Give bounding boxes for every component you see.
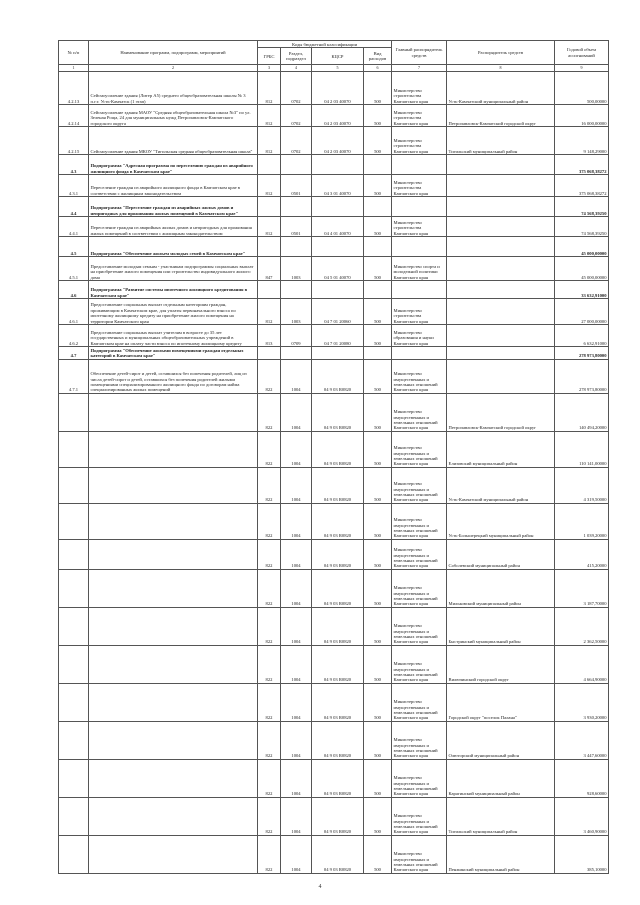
main-administrator: Министерство имущественных и земельных отношений Камчатского края xyxy=(392,570,447,608)
razdel-code xyxy=(281,197,312,217)
column-number: 6 xyxy=(364,65,392,72)
vr-code: 500 xyxy=(364,432,392,468)
row-number: 4.4 xyxy=(59,197,89,217)
column-number: 5 xyxy=(312,65,364,72)
grbs-code: 822 xyxy=(258,836,281,874)
column-number: 2 xyxy=(89,65,258,72)
header-vr: Вид расходов xyxy=(364,48,392,65)
row-number: 4.5 xyxy=(59,237,89,257)
ktsr-code: 04 9 03 R0820 xyxy=(312,798,364,836)
table-row xyxy=(59,155,609,175)
row-number: 4.5.1 xyxy=(59,257,89,281)
ktsr-code: 04 5 01 40070 xyxy=(312,257,364,281)
program-name: Подпрограмма "Обеспечение жильем молодых семей в Камчатском крае" xyxy=(89,237,258,257)
row-number xyxy=(59,836,89,874)
main-administrator: Министерство строительства Камчатского края xyxy=(392,299,447,325)
program-name xyxy=(89,468,258,504)
budget-table xyxy=(58,40,609,874)
row-number xyxy=(59,504,89,540)
vr-code: 500 xyxy=(364,127,392,155)
grbs-code: 822 xyxy=(258,394,281,432)
razdel-code: 1004 xyxy=(281,798,312,836)
column-number: 8 xyxy=(447,65,555,72)
vr-code xyxy=(364,347,392,360)
razdel-code: 1003 xyxy=(281,257,312,281)
vr-code: 500 xyxy=(364,760,392,798)
razdel-code: 1004 xyxy=(281,468,312,504)
budget-recipient: Елизовский муниципальный район xyxy=(447,432,555,468)
grbs-code: 822 xyxy=(258,646,281,684)
row-number xyxy=(59,394,89,432)
ktsr-code: 04 3 01 40070 xyxy=(312,175,364,197)
budget-recipient: Быстринский муниципальный район xyxy=(447,608,555,646)
razdel-code: 0501 xyxy=(281,217,312,237)
razdel-code xyxy=(281,281,312,299)
grbs-code: 812 xyxy=(258,299,281,325)
annual-allocation: 3 447,60000 xyxy=(555,722,609,760)
program-name: Предоставление социальных выплат учителям в возрасте до 35 лет государственных и муниципальных общеобразовательных учреждений в Камчатском крае на оплату части взноса по ипотечному жилищному кредиту xyxy=(89,325,258,347)
budget-recipient: Пенжинский муниципальный район xyxy=(447,836,555,874)
grbs-code xyxy=(258,281,281,299)
annual-allocation: 3 930,20000 xyxy=(555,684,609,722)
row-number: 4.6.1 xyxy=(59,299,89,325)
annual-allocation: 45 000,00000 xyxy=(555,237,609,257)
table-row xyxy=(59,570,609,608)
table-row xyxy=(59,281,609,299)
ktsr-code: 04 2 03 40070 xyxy=(312,72,364,105)
grbs-code: 822 xyxy=(258,540,281,570)
vr-code: 500 xyxy=(364,836,392,874)
table-row xyxy=(59,608,609,646)
ktsr-code: 04 9 03 R0820 xyxy=(312,394,364,432)
grbs-code: 822 xyxy=(258,684,281,722)
ktsr-code: 04 9 03 R0820 xyxy=(312,570,364,608)
main-administrator: Министерство имущественных и земельных отношений Камчатского края xyxy=(392,684,447,722)
razdel-code: 1004 xyxy=(281,570,312,608)
vr-code: 500 xyxy=(364,722,392,760)
row-number xyxy=(59,722,89,760)
vr-code xyxy=(364,197,392,217)
row-number xyxy=(59,608,89,646)
row-number xyxy=(59,684,89,722)
table-row xyxy=(59,72,609,105)
razdel-code: 1004 xyxy=(281,760,312,798)
budget-recipient xyxy=(447,155,555,175)
main-administrator xyxy=(392,237,447,257)
ktsr-code: 04 9 03 R0820 xyxy=(312,432,364,468)
razdel-code: 0702 xyxy=(281,127,312,155)
budget-recipient xyxy=(447,197,555,217)
annual-allocation: 278 973,80000 xyxy=(555,347,609,360)
vr-code: 500 xyxy=(364,468,392,504)
annual-allocation: 4 319,50000 xyxy=(555,468,609,504)
budget-recipient: Городской округ "поселок Палана" xyxy=(447,684,555,722)
column-number: 7 xyxy=(392,65,447,72)
column-number: 3 xyxy=(258,65,281,72)
razdel-code: 0501 xyxy=(281,175,312,197)
table-row xyxy=(59,360,609,394)
grbs-code xyxy=(258,155,281,175)
header-razdel: Раздел, подраздел xyxy=(281,48,312,65)
ktsr-code: 04 9 03 R0820 xyxy=(312,504,364,540)
ktsr-code: 04 9 03 R0820 xyxy=(312,684,364,722)
vr-code: 500 xyxy=(364,72,392,105)
ktsr-code: 04 9 03 R0820 xyxy=(312,360,364,394)
program-name: Подпрограмма "Обеспечение жилыми помещениями граждан отдельных категорий в Камчатском крае" xyxy=(89,347,258,360)
header-number-row xyxy=(59,65,609,72)
row-number: 4.3.1 xyxy=(59,175,89,197)
row-number: 4.6 xyxy=(59,281,89,299)
table-row xyxy=(59,836,609,874)
razdel-code: 1004 xyxy=(281,540,312,570)
table-row xyxy=(59,127,609,155)
row-number: 4.7 xyxy=(59,347,89,360)
budget-recipient xyxy=(447,175,555,197)
budget-recipient: Тигильский муниципальный район xyxy=(447,798,555,836)
ktsr-code xyxy=(312,155,364,175)
annual-allocation: 385,10000 xyxy=(555,836,609,874)
main-administrator: Министерство имущественных и земельных отношений Камчатского края xyxy=(392,722,447,760)
table-row xyxy=(59,760,609,798)
table-row xyxy=(59,684,609,722)
row-number xyxy=(59,760,89,798)
program-name: Предоставление социальных выплат отдельным категориям граждан, проживающим в Камчатском крае, для уплаты первоначального взноса по ипотечному жилищному кредиту на приобретение жилого помещения на территории Камчатского края xyxy=(89,299,258,325)
grbs-code: 813 xyxy=(258,325,281,347)
grbs-code: 822 xyxy=(258,468,281,504)
table-row xyxy=(59,504,609,540)
ktsr-code: 04 9 03 R0820 xyxy=(312,722,364,760)
row-number: 4.6.2 xyxy=(59,325,89,347)
annual-allocation: 9 148,29000 xyxy=(555,127,609,155)
page-number: 4 xyxy=(318,884,322,890)
annual-allocation: 3 460,90000 xyxy=(555,798,609,836)
ktsr-code: 04 7 01 20060 xyxy=(312,299,364,325)
razdel-code: 0702 xyxy=(281,105,312,127)
row-number xyxy=(59,540,89,570)
table-row xyxy=(59,325,609,347)
header-name: Наименование программ, подпрограмм, мероприятий xyxy=(89,41,258,65)
ktsr-code xyxy=(312,197,364,217)
grbs-code: 812 xyxy=(258,127,281,155)
budget-recipient: Петропавловск-Камчатский городской округ xyxy=(447,394,555,432)
grbs-code xyxy=(258,197,281,217)
budget-recipient xyxy=(447,299,555,325)
grbs-code: 822 xyxy=(258,432,281,468)
vr-code: 500 xyxy=(364,394,392,432)
annual-allocation: 928,60000 xyxy=(555,760,609,798)
main-administrator: Министерство имущественных и земельных отношений Камчатского края xyxy=(392,540,447,570)
ktsr-code: 04 9 03 R0820 xyxy=(312,540,364,570)
grbs-code xyxy=(258,237,281,257)
ktsr-code: 04 2 03 40070 xyxy=(312,105,364,127)
ktsr-code xyxy=(312,281,364,299)
program-name: Подпрограмма "Адресная программа по переселению граждан из аварийного жилищного фонда в Камчатском крае" xyxy=(89,155,258,175)
header-codes-group: Коды бюджетной классификации xyxy=(258,41,392,48)
row-number: 4.7.1 xyxy=(59,360,89,394)
grbs-code: 822 xyxy=(258,360,281,394)
annual-allocation: 16 000,00000 xyxy=(555,105,609,127)
razdel-code xyxy=(281,155,312,175)
main-administrator: Министерство имущественных и земельных отношений Камчатского края xyxy=(392,836,447,874)
grbs-code: 812 xyxy=(258,105,281,127)
program-name: Сейсмоусиление здания МКОУ "Тигильская средняя общеобразовательная школа" xyxy=(89,127,258,155)
table-row xyxy=(59,468,609,504)
header-total: Годовой объем ассигнований xyxy=(555,41,609,65)
ktsr-code xyxy=(312,347,364,360)
budget-recipient: Усть-Камчатский муниципальный район xyxy=(447,72,555,105)
vr-code: 500 xyxy=(364,504,392,540)
main-administrator xyxy=(392,281,447,299)
vr-code: 500 xyxy=(364,105,392,127)
column-number: 1 xyxy=(59,65,89,72)
razdel-code: 1004 xyxy=(281,360,312,394)
program-name: Обеспечение детей-сирот и детей, оставшихся без попечения родителей, лиц из числа детей-сирот и детей, оставшихся без попечения родителей жилыми помещениями специализированного жилищного фонда по договорам найма специализированных жилых помещений xyxy=(89,360,258,394)
budget-recipient xyxy=(447,347,555,360)
table-row xyxy=(59,646,609,684)
razdel-code: 0709 xyxy=(281,325,312,347)
budget-recipient: Олюторский муниципальный район xyxy=(447,722,555,760)
main-administrator: Министерство имущественных и земельных отношений Камчатского края xyxy=(392,432,447,468)
table-row xyxy=(59,237,609,257)
program-name: Переселение граждан из аварийного жилищного фонда в Камчатском крае в соответствии с жилищным законодательством xyxy=(89,175,258,197)
budget-recipient xyxy=(447,325,555,347)
razdel-code: 1004 xyxy=(281,432,312,468)
table-row xyxy=(59,197,609,217)
table-row xyxy=(59,540,609,570)
row-number: 4.4.1 xyxy=(59,217,89,237)
main-administrator: Министерство строительства Камчатского края xyxy=(392,72,447,105)
budget-recipient: Вилючинский городской округ xyxy=(447,646,555,684)
annual-allocation: 4 664,90000 xyxy=(555,646,609,684)
annual-allocation: 110 141,00000 xyxy=(555,432,609,468)
vr-code: 500 xyxy=(364,360,392,394)
program-name xyxy=(89,540,258,570)
main-administrator: Министерство спорта и молодежной политики Камчатского края xyxy=(392,257,447,281)
budget-recipient: Соболевский муниципальный район xyxy=(447,540,555,570)
row-number xyxy=(59,468,89,504)
program-name xyxy=(89,432,258,468)
program-name xyxy=(89,760,258,798)
row-number xyxy=(59,432,89,468)
row-number: 4.2.14 xyxy=(59,105,89,127)
annual-allocation: 375 068,38272 xyxy=(555,175,609,197)
razdel-code xyxy=(281,237,312,257)
grbs-code: 822 xyxy=(258,760,281,798)
annual-allocation: 500,00000 xyxy=(555,72,609,105)
header-grbs: ГРБС xyxy=(258,48,281,65)
table-row xyxy=(59,217,609,237)
table-row xyxy=(59,299,609,325)
header-ktsr: КЦСР xyxy=(312,48,364,65)
annual-allocation: 3 187,70000 xyxy=(555,570,609,608)
program-name xyxy=(89,608,258,646)
row-number: 4.2.15 xyxy=(59,127,89,155)
table-row xyxy=(59,722,609,760)
program-name: Переселение граждан из аварийных жилых домов и непригодных для проживания жилых помещений в соответствии с жилищным законодательством xyxy=(89,217,258,237)
program-name xyxy=(89,798,258,836)
main-administrator: Министерство имущественных и земельных отношений Камчатского края xyxy=(392,646,447,684)
grbs-code: 822 xyxy=(258,608,281,646)
vr-code: 500 xyxy=(364,570,392,608)
budget-recipient: Тигильский муниципальный район xyxy=(447,127,555,155)
budget-recipient xyxy=(447,237,555,257)
main-administrator: Министерство имущественных и земельных отношений Камчатского края xyxy=(392,360,447,394)
row-number: 4.3 xyxy=(59,155,89,175)
main-administrator: Министерство строительства Камчатского края xyxy=(392,217,447,237)
main-administrator: Министерство образования и науки Камчатского края xyxy=(392,325,447,347)
main-administrator: Министерство имущественных и земельных отношений Камчатского края xyxy=(392,504,447,540)
grbs-code: 812 xyxy=(258,217,281,237)
ktsr-code: 04 7 01 20080 xyxy=(312,325,364,347)
vr-code xyxy=(364,155,392,175)
razdel-code: 1004 xyxy=(281,394,312,432)
annual-allocation: 33 632,91000 xyxy=(555,281,609,299)
budget-recipient xyxy=(447,217,555,237)
annual-allocation: 27 000,00000 xyxy=(555,299,609,325)
ktsr-code: 04 9 03 R0820 xyxy=(312,836,364,874)
table-row xyxy=(59,257,609,281)
razdel-code xyxy=(281,347,312,360)
ktsr-code: 04 9 03 R0820 xyxy=(312,608,364,646)
budget-recipient: Усть-Большерецкий муниципальный район xyxy=(447,504,555,540)
vr-code: 500 xyxy=(364,257,392,281)
razdel-code: 1004 xyxy=(281,646,312,684)
table-row xyxy=(59,394,609,432)
annual-allocation: 415,20000 xyxy=(555,540,609,570)
table-row xyxy=(59,175,609,197)
header-recipient: Распорядитель средств xyxy=(447,41,555,65)
program-name xyxy=(89,646,258,684)
vr-code: 500 xyxy=(364,540,392,570)
table-row xyxy=(59,105,609,127)
main-administrator: Министерство имущественных и земельных отношений Камчатского края xyxy=(392,608,447,646)
grbs-code: 822 xyxy=(258,798,281,836)
main-administrator xyxy=(392,155,447,175)
ktsr-code: 04 2 03 40070 xyxy=(312,127,364,155)
grbs-code: 812 xyxy=(258,72,281,105)
budget-recipient: Мильковский муниципальный район xyxy=(447,570,555,608)
program-name: Подпрограмма "Переселение граждан из аварийных жилых домов и непригодных для проживания жилых помещений в Камчатском крае" xyxy=(89,197,258,217)
vr-code: 500 xyxy=(364,325,392,347)
program-name xyxy=(89,836,258,874)
program-name xyxy=(89,394,258,432)
main-administrator xyxy=(392,197,447,217)
annual-allocation: 375 068,38272 xyxy=(555,155,609,175)
budget-recipient: Усть-Камчатский муниципальный район xyxy=(447,468,555,504)
column-number: 9 xyxy=(555,65,609,72)
program-name xyxy=(89,722,258,760)
budget-recipient xyxy=(447,257,555,281)
razdel-code: 0702 xyxy=(281,72,312,105)
main-administrator: Министерство строительства Камчатского края xyxy=(392,105,447,127)
program-name xyxy=(89,684,258,722)
table-row xyxy=(59,347,609,360)
vr-code xyxy=(364,237,392,257)
main-administrator: Министерство имущественных и земельных отношений Камчатского края xyxy=(392,798,447,836)
program-name: Подпрограмма "Развитие системы ипотечного жилищного кредитования в Камчатском крае" xyxy=(89,281,258,299)
vr-code: 500 xyxy=(364,299,392,325)
header-admin: Главный распорядитель средств xyxy=(392,41,447,65)
ktsr-code xyxy=(312,237,364,257)
budget-recipient: Карагинский муниципальный район xyxy=(447,760,555,798)
row-number xyxy=(59,646,89,684)
razdel-code: 1004 xyxy=(281,608,312,646)
vr-code: 500 xyxy=(364,175,392,197)
main-administrator: Министерство имущественных и земельных отношений Камчатского края xyxy=(392,760,447,798)
vr-code: 500 xyxy=(364,646,392,684)
table-row xyxy=(59,798,609,836)
annual-allocation: 1 039,20000 xyxy=(555,504,609,540)
grbs-code: 822 xyxy=(258,570,281,608)
grbs-code: 847 xyxy=(258,257,281,281)
ktsr-code: 04 9 03 R0820 xyxy=(312,468,364,504)
ktsr-code: 04 9 03 R0820 xyxy=(312,646,364,684)
main-administrator: Министерство строительства Камчатского края xyxy=(392,175,447,197)
header-number: № п/п xyxy=(59,41,89,65)
grbs-code: 812 xyxy=(258,175,281,197)
annual-allocation: 278 973,80000 xyxy=(555,360,609,394)
annual-allocation: 74 568,39250 xyxy=(555,197,609,217)
row-number: 4.2.13 xyxy=(59,72,89,105)
program-name: Предоставление молодым семьям - участникам подпрограммы социальных выплат на приобретение жилого помещения или строительство индивидуального жилого дома xyxy=(89,257,258,281)
table-row xyxy=(59,432,609,468)
grbs-code: 822 xyxy=(258,504,281,540)
budget-recipient xyxy=(447,360,555,394)
ktsr-code: 04 9 03 R0820 xyxy=(312,760,364,798)
main-administrator: Министерство имущественных и земельных отношений Камчатского края xyxy=(392,468,447,504)
main-administrator: Министерство строительства Камчатского края xyxy=(392,127,447,155)
razdel-code: 1004 xyxy=(281,836,312,874)
program-name xyxy=(89,504,258,540)
row-number xyxy=(59,570,89,608)
annual-allocation: 6 632,91000 xyxy=(555,325,609,347)
razdel-code: 1004 xyxy=(281,722,312,760)
vr-code: 500 xyxy=(364,217,392,237)
annual-allocation: 45 000,00000 xyxy=(555,257,609,281)
program-name xyxy=(89,570,258,608)
ktsr-code: 04 4 01 40070 xyxy=(312,217,364,237)
vr-code: 500 xyxy=(364,608,392,646)
main-administrator: Министерство имущественных и земельных отношений Камчатского края xyxy=(392,394,447,432)
vr-code: 500 xyxy=(364,684,392,722)
annual-allocation: 140 494,20000 xyxy=(555,394,609,432)
column-number: 4 xyxy=(281,65,312,72)
table-body xyxy=(59,72,609,874)
annual-allocation: 74 568,39250 xyxy=(555,217,609,237)
row-number xyxy=(59,798,89,836)
program-name: Сейсмоусиление здания МАОУ "Средняя общеобразовательная школа №3" по ул. Зеленая Роща, 24 для муниципальных нужд Петропавловск-Камчатского городского округа xyxy=(89,105,258,127)
razdel-code: 1004 xyxy=(281,684,312,722)
annual-allocation: 2 362,50000 xyxy=(555,608,609,646)
program-name: Сейсмоусиление здания (Литер А5) среднего общеобразовательная школы № 3 п.г.т. Усть-Камчатск (1 этап) xyxy=(89,72,258,105)
main-administrator xyxy=(392,347,447,360)
razdel-code: 1003 xyxy=(281,299,312,325)
vr-code: 500 xyxy=(364,798,392,836)
razdel-code: 1004 xyxy=(281,504,312,540)
grbs-code xyxy=(258,347,281,360)
budget-recipient: Петропавловск-Камчатский городской округ xyxy=(447,105,555,127)
vr-code xyxy=(364,281,392,299)
budget-recipient xyxy=(447,281,555,299)
grbs-code: 822 xyxy=(258,722,281,760)
